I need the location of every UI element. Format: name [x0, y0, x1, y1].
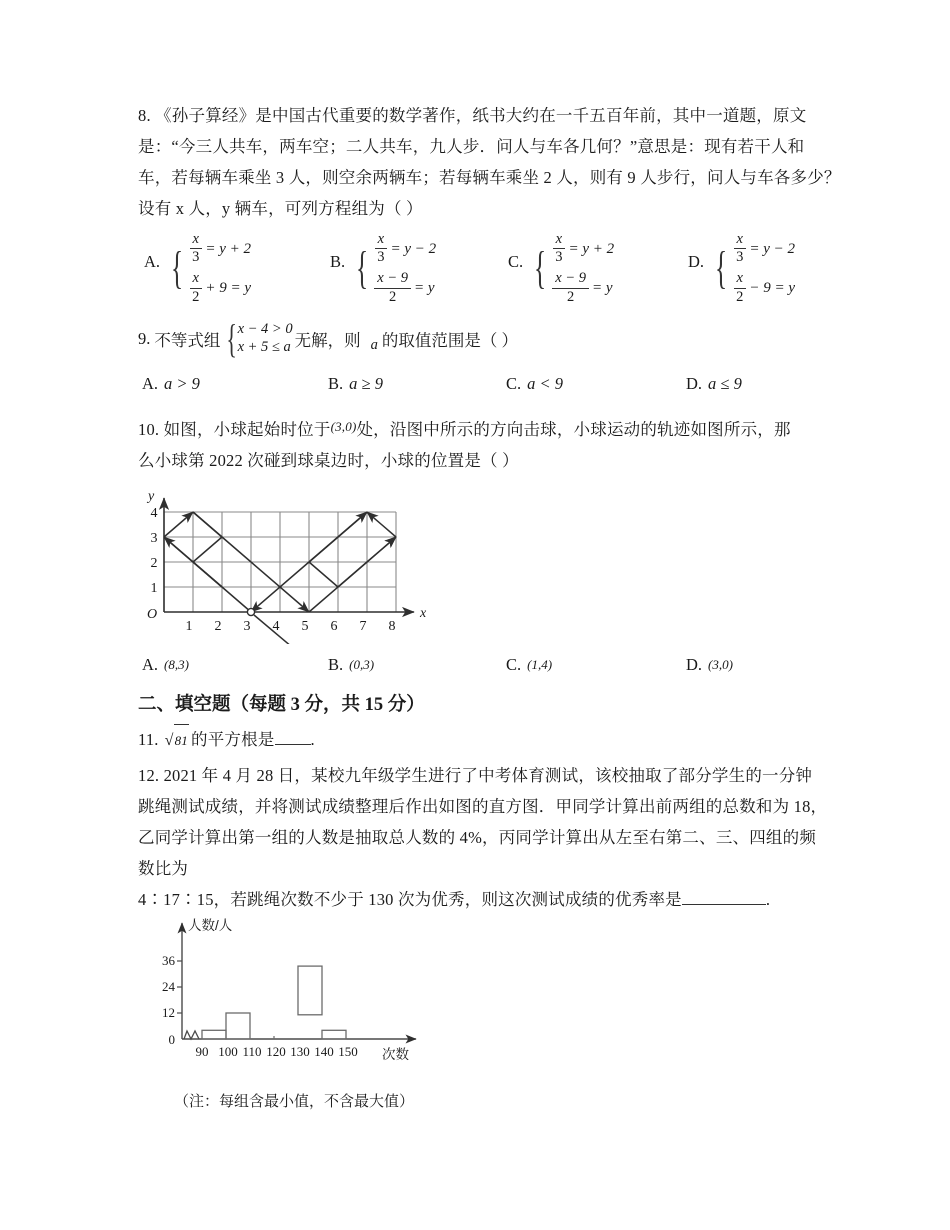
x-bin-edge-110: 110: [242, 1043, 262, 1059]
x-bin-edge-130: 130: [290, 1043, 310, 1059]
histogram-note: （注：每组含最小值，不含最大值）: [173, 1093, 414, 1110]
origin-label: O: [147, 606, 158, 622]
q11-number: 11.: [138, 729, 159, 749]
x-tick-6: 6: [330, 618, 338, 634]
question-8: [138, 100, 850, 305]
q10-option-d-letter: D.: [686, 654, 703, 674]
q9-variable: a: [370, 337, 378, 354]
q9-option-c-letter: C.: [506, 373, 522, 393]
x-bin-edge-100: 100: [218, 1043, 238, 1059]
q8-c-eq1-rhs: = y + 2: [568, 240, 615, 257]
x-bin-edge-140: 140: [314, 1043, 334, 1059]
q11-answer-blank[interactable]: [275, 729, 311, 745]
grid-lines: [164, 512, 396, 612]
q9-number: 9.: [138, 328, 151, 348]
q11-radicand: 81: [174, 724, 189, 756]
left-brace-icon: {: [715, 242, 728, 294]
x-bin-edge-150: 150: [338, 1043, 358, 1059]
q8-c-eq2-rhs: = y: [591, 280, 613, 297]
q8-option-c-system: [529, 232, 614, 305]
q8-b-eq2: [371, 271, 436, 304]
y-tick-3: 3: [150, 530, 158, 546]
x-tick-4: 4: [272, 618, 280, 634]
y-tick-label-24: 24: [162, 978, 175, 994]
y-tick-4: 4: [150, 505, 158, 521]
q9-prefix: 不等式组: [154, 330, 221, 350]
x-tick-7: 7: [359, 618, 367, 634]
q9-inequality-1: x − 4 > 0: [237, 321, 293, 338]
q10-option-c-value: (1,4): [527, 656, 553, 672]
bar-130-140: [298, 966, 322, 1015]
q9-option-c[interactable]: [506, 369, 686, 399]
q11-stem: [138, 724, 850, 756]
q8-d-eq1-rhs: = y − 2: [749, 240, 796, 257]
q10-option-d-value: (3,0): [708, 656, 733, 672]
x-tick-8: 8: [388, 618, 396, 634]
y-axis-title: 人数/人: [188, 917, 233, 933]
q8-c-eq2: [549, 271, 614, 304]
q12-line-2: 跳绳测试成绩，并将测试成绩整理后作出如图的直方图．甲同学计算出前两组的总数和为 18，: [138, 796, 828, 816]
q10-number: 10.: [138, 419, 160, 439]
q10-figure: [142, 484, 850, 644]
q8-option-d-letter: D.: [688, 252, 705, 271]
q10-start-point: (3,0): [330, 418, 357, 434]
question-11: [138, 724, 850, 756]
y-tick-label-12: 12: [162, 1004, 175, 1020]
histogram-bars: [202, 966, 346, 1039]
x-axis-title: 次数: [382, 1046, 409, 1062]
x-bin-edge-90: 90: [195, 1043, 209, 1059]
y-tick-label-36: 36: [162, 952, 175, 968]
y-tick-label-0: 0: [168, 1031, 175, 1047]
q9-option-d[interactable]: [686, 369, 742, 399]
billiard-grid-svg: [142, 484, 442, 644]
q9-inequality-2: x + 5 ≤ a: [237, 339, 291, 356]
q11-period: .: [310, 729, 315, 749]
q9-mid-text: 无解，则: [294, 330, 361, 350]
q12-histogram-figure: [144, 917, 850, 1111]
q8-option-a-system: [166, 232, 251, 305]
ball-marker-icon: [247, 608, 254, 615]
q12-number: 12.: [138, 765, 160, 785]
q10-option-a-letter: A.: [142, 654, 159, 674]
q12-line-1: [138, 760, 850, 791]
x-tick-5: 5: [301, 618, 309, 634]
q10-option-b[interactable]: [328, 650, 506, 680]
left-brace-icon: {: [226, 315, 238, 361]
q10-options: [142, 650, 850, 680]
q9-option-d-letter: D.: [686, 373, 703, 393]
fraction: $\frac{x}{3}$: [733, 232, 746, 265]
q8-number: 8.: [138, 106, 151, 125]
left-brace-icon: {: [171, 242, 184, 294]
left-brace-icon: {: [356, 242, 369, 294]
q12-line-4: 数比为: [138, 858, 189, 878]
q12-answer-blank[interactable]: [682, 889, 766, 905]
q11-sqrt: [159, 724, 189, 756]
q8-option-c-letter: C.: [508, 252, 524, 271]
q8-option-b-letter: B.: [330, 252, 346, 271]
q9-option-b[interactable]: [328, 369, 506, 399]
q8-b-eq1-rhs: = y − 2: [390, 240, 437, 257]
y-axis-label: y: [148, 488, 155, 504]
q10-line-1: [138, 411, 850, 445]
axis-break-icon: [184, 1031, 199, 1039]
x-tick-2: 2: [214, 618, 222, 634]
q11-text: 的平方根是: [191, 729, 275, 749]
q8-a-eq2: [186, 271, 251, 304]
histogram-axis-titles: [188, 917, 409, 1062]
q8-options: [144, 232, 850, 305]
q8-b-eq1: [371, 232, 436, 265]
bar-90-100: [202, 1030, 226, 1039]
fraction: $\frac{x}{3}$: [374, 232, 387, 265]
q9-option-d-value: a ≤ 9: [708, 373, 742, 393]
q8-d-eq2: [730, 271, 795, 304]
q8-line-4: 设有 x 人，y 辆车，可列方程组为（ ）: [138, 199, 423, 218]
q8-line-1: [138, 100, 850, 131]
q8-option-d[interactable]: [688, 232, 795, 305]
x-tick-3: 3: [243, 618, 251, 634]
y-tick-marks: [177, 961, 182, 1013]
bar-140-150: [322, 1030, 346, 1039]
x-axis-label: x: [420, 605, 427, 621]
fraction: $\frac{x}{2}$: [189, 271, 202, 304]
x-tick-1: 1: [185, 618, 193, 634]
q12-period: .: [765, 889, 771, 909]
q10-option-a-value: (8,3): [164, 656, 189, 672]
q8-a-eq1: [186, 232, 251, 265]
q10-line-2: 么小球第 2022 次碰到球桌边时，小球的位置是（ ）: [138, 450, 519, 470]
q10-text-1b: 处，沿图中所示的方向击球，小球运动的轨迹如图所示，那: [356, 419, 791, 439]
q10-option-d[interactable]: [686, 650, 733, 680]
histogram-axes: [182, 923, 416, 1039]
q8-d-eq1: [730, 232, 795, 265]
fraction: $\frac{x}{3}$: [552, 232, 565, 265]
q8-option-d-system: [710, 232, 795, 305]
question-9: [138, 315, 850, 399]
radical-sign-icon: √: [164, 731, 174, 749]
question-12: [138, 760, 850, 1111]
q10-option-a[interactable]: [142, 650, 328, 680]
q8-text-1: 《孙子算经》是中国古代重要的数学著作，纸书大约在一千五百年前，其中一道题，原文: [155, 106, 807, 125]
q9-option-b-letter: B.: [328, 373, 344, 393]
q10-option-b-letter: B.: [328, 654, 344, 674]
q8-b-eq2-rhs: = y: [413, 280, 435, 297]
q12-line-3: 乙同学计算出第一组的人数是抽取总人数的 4%，丙同学计算出从左至右第二、三、四组的频: [138, 827, 817, 847]
fraction: $\frac{x - 9}{2}$: [552, 271, 589, 304]
q12-line-5: [138, 884, 850, 915]
bar-100-110: [226, 1013, 250, 1039]
q8-option-c[interactable]: [508, 232, 688, 305]
q8-a-eq2-rhs: + 9 = y: [205, 280, 252, 297]
q8-option-b-system: [351, 232, 436, 305]
question-10: [138, 411, 850, 680]
page-content: [138, 100, 850, 1115]
q8-a-eq1-rhs: = y + 2: [205, 240, 252, 257]
q8-option-a-letter: A.: [144, 252, 161, 271]
q8-option-a[interactable]: [144, 232, 330, 305]
q12-text-5: 4∶17∶15，若跳绳次数不少于 130 次为优秀，则这次测试成绩的优秀率是: [138, 889, 682, 909]
q8-c-eq1: [549, 232, 614, 265]
q9-options: [142, 369, 850, 399]
y-tick-1: 1: [150, 580, 158, 596]
q10-option-b-value: (0,3): [349, 656, 375, 672]
histogram-labels: [162, 953, 358, 1059]
fraction: $\frac{x}{2}$: [733, 271, 746, 304]
q8-d-eq2-rhs: − 9 = y: [749, 280, 796, 297]
histogram-svg: [144, 917, 444, 1092]
q9-stem: [138, 315, 850, 361]
q10-option-c-letter: C.: [506, 654, 522, 674]
q9-option-c-value: a < 9: [527, 373, 564, 393]
left-brace-icon: {: [534, 242, 547, 294]
q9-option-a-value: a > 9: [164, 373, 200, 393]
x-bin-edge-120: 120: [266, 1043, 286, 1059]
section-2-heading: 二、填空题（每题 3 分，共 15 分）: [138, 694, 425, 715]
y-tick-2: 2: [150, 555, 158, 571]
q10-text-1a: 如图，小球起始时位于: [163, 419, 331, 439]
q9-option-b-value: a ≥ 9: [349, 373, 383, 393]
q8-option-b[interactable]: [330, 232, 508, 305]
fraction: $\frac{x - 9}{2}$: [374, 271, 411, 304]
q10-option-c[interactable]: [506, 650, 686, 680]
q9-inequalities: [238, 321, 293, 356]
q9-suffix: 的取值范围是（ ）: [381, 330, 518, 350]
q8-line-3: 车，若每辆车乘坐 3 人，则空余两辆车；若每辆车乘坐 2 人，则有 9 人步行，问人与车各多少？: [138, 168, 841, 187]
q8-line-2: 是：“今三人共车，两车空；二人共车，九人步．问人与车各几何？”意思是：现有若干人和: [138, 137, 805, 156]
fraction: $\frac{x}{3}$: [189, 232, 202, 265]
q9-option-a-letter: A.: [142, 373, 159, 393]
q12-text-1: 2021 年 4 月 28 日，某校九年级学生进行了中考体育测试，该校抽取了部分学生的一分钟: [163, 765, 813, 785]
q9-option-a[interactable]: [142, 369, 328, 399]
